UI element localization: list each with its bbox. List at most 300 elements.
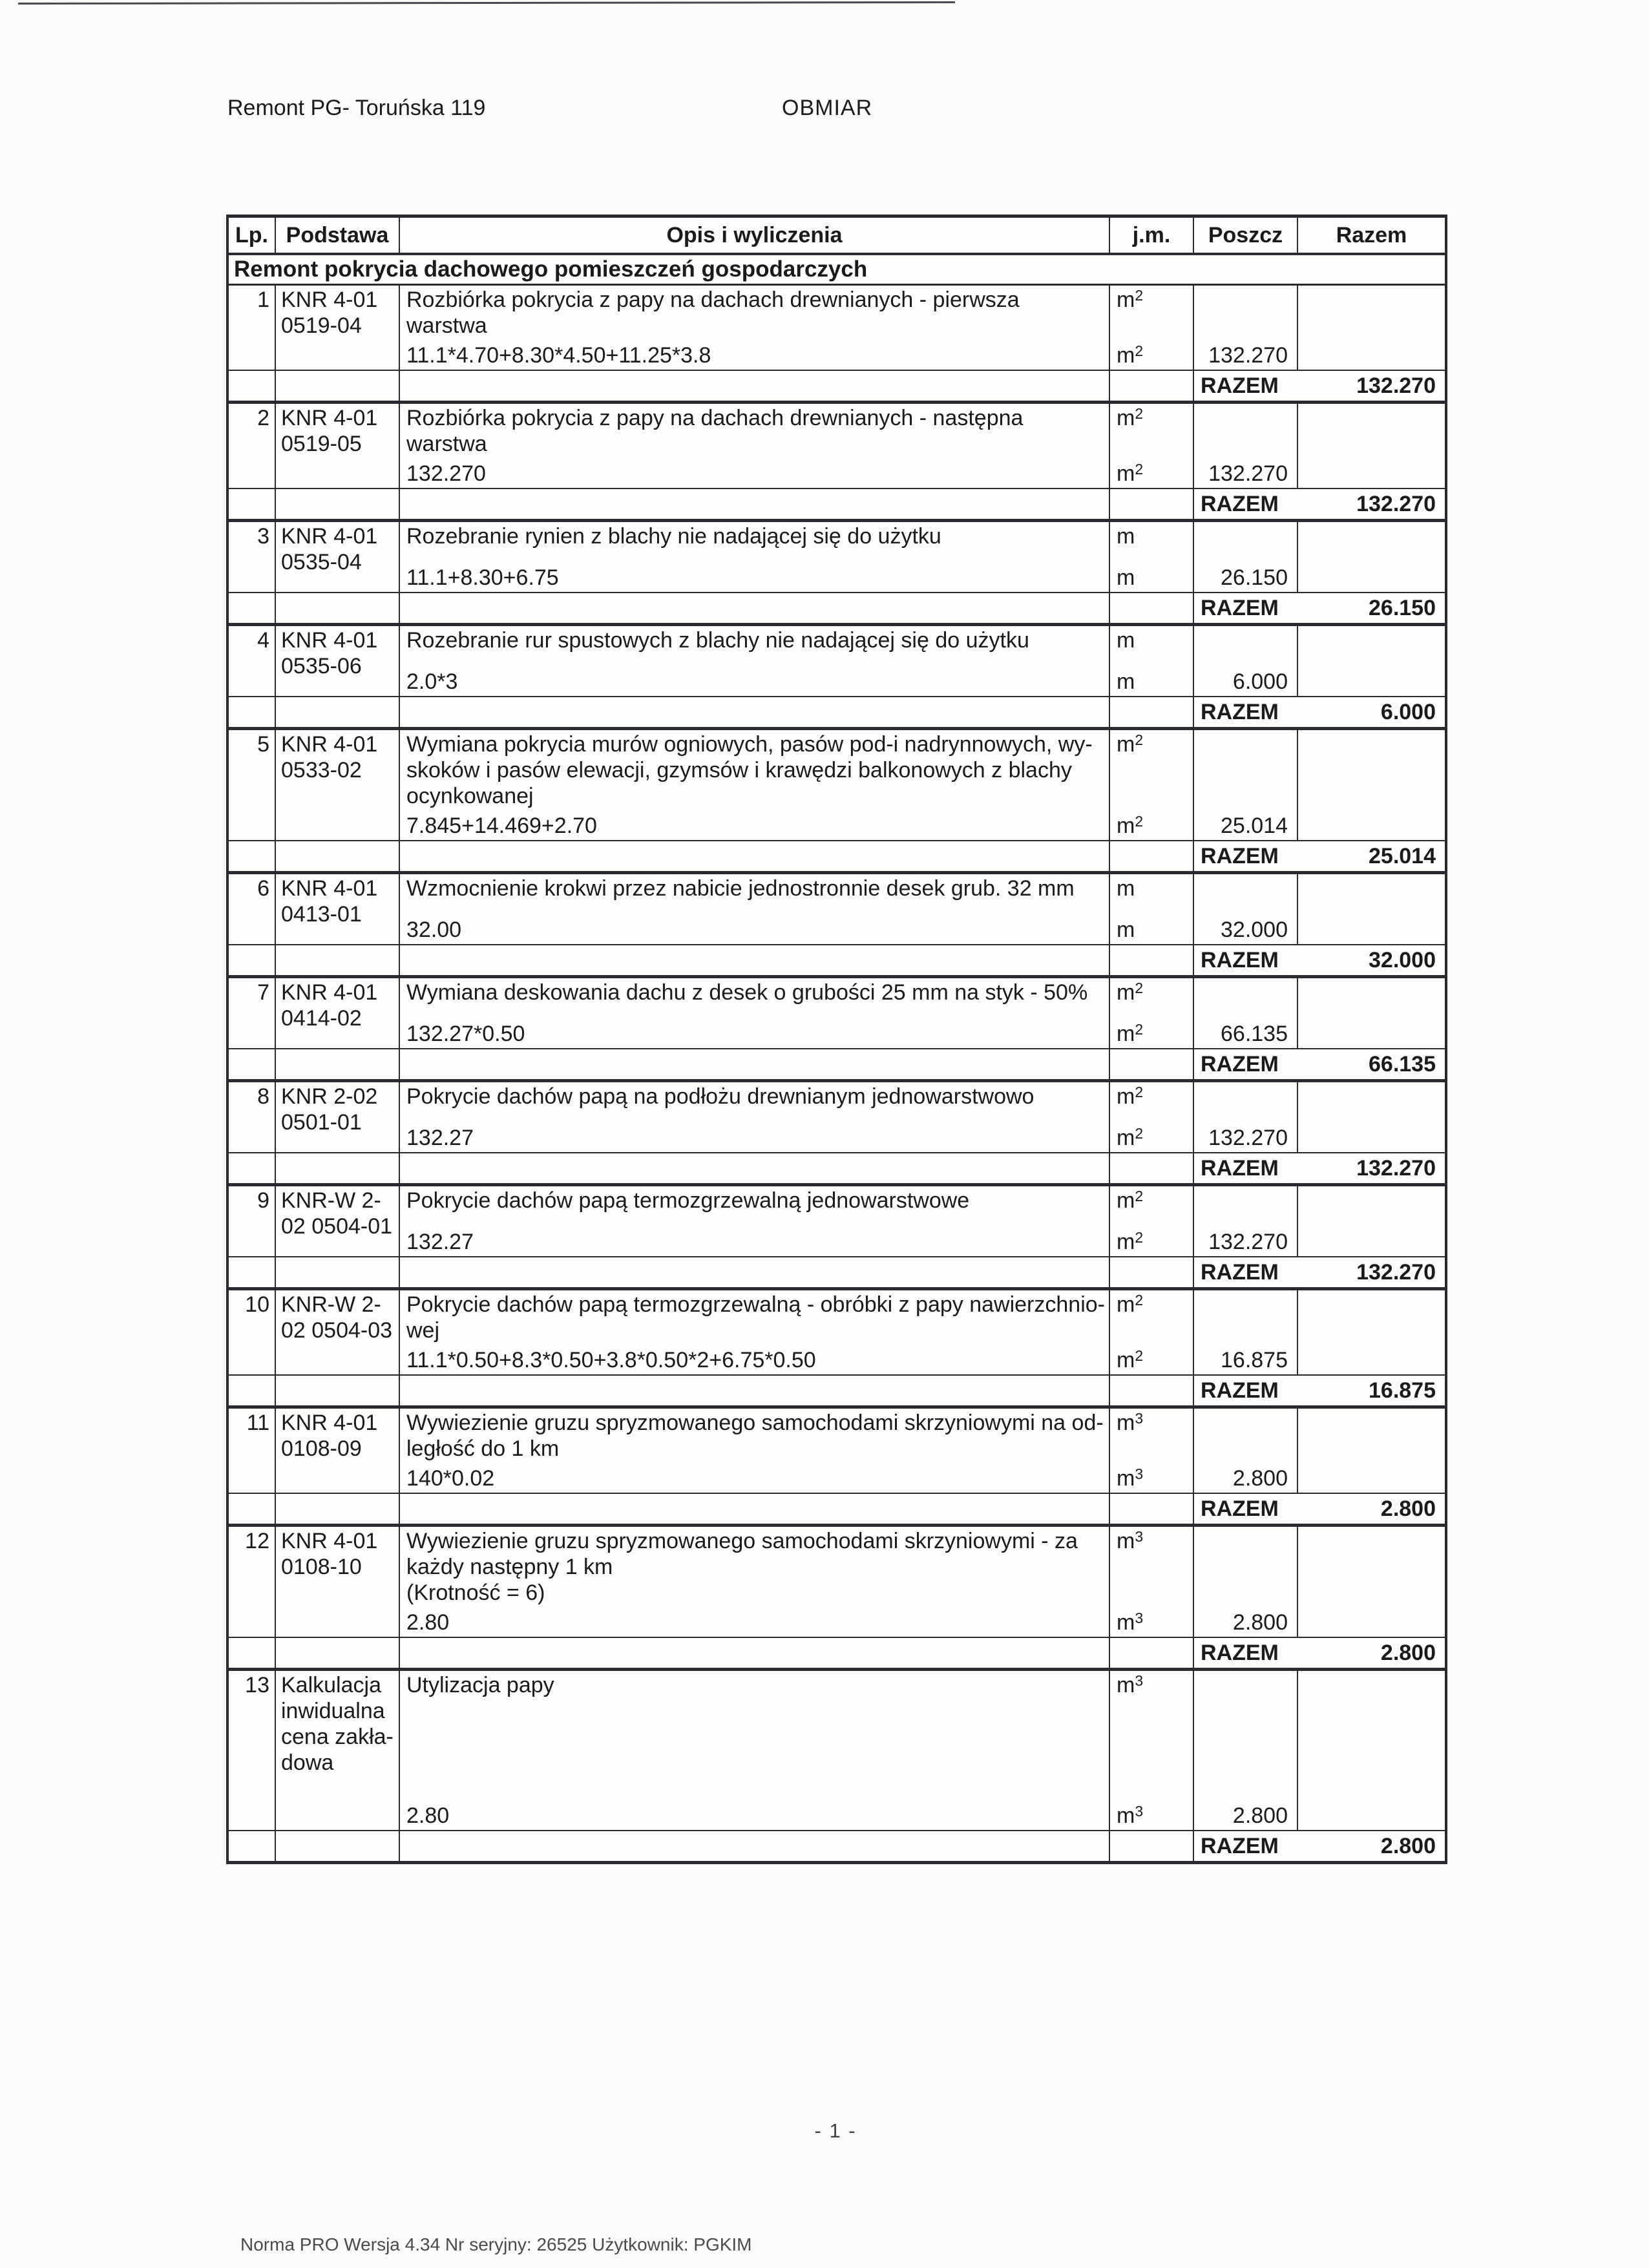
razem-value: 16.875 bbox=[1369, 1378, 1436, 1403]
document-title: Remont PG- Toruńska 119 bbox=[227, 96, 486, 120]
item-basis-line: 0533-02 bbox=[281, 758, 362, 782]
razem-empty-cell bbox=[1298, 404, 1445, 488]
unit-cell bbox=[1110, 404, 1194, 458]
unit-cell bbox=[1110, 730, 1194, 810]
item-calculation: 11.1+8.30+6.75 bbox=[400, 562, 1110, 592]
item-basis-line: KNR 4-01 bbox=[281, 1529, 378, 1553]
total-row-spacer bbox=[400, 1153, 1110, 1183]
razem-empty-cell bbox=[1298, 1186, 1445, 1256]
unit-label: $m^3$ bbox=[1117, 1610, 1144, 1635]
unit-exponent: 2 bbox=[1135, 1229, 1144, 1246]
item-total-row bbox=[229, 1374, 1445, 1405]
item-calculation: 140*0.02 bbox=[400, 1463, 1110, 1493]
razem-label: RAZEM bbox=[1201, 1496, 1279, 1521]
unit-cell bbox=[1110, 874, 1194, 914]
item-total-row bbox=[229, 1256, 1445, 1287]
total-row-spacer bbox=[276, 1494, 400, 1524]
item-number: 2 bbox=[229, 404, 276, 488]
item-total-row bbox=[229, 840, 1445, 871]
unit-label: $m^2$ bbox=[1117, 1021, 1144, 1046]
document-type-label: OBMIAR bbox=[782, 96, 873, 120]
total-row-spacer bbox=[229, 371, 276, 401]
unit-cell bbox=[1110, 562, 1194, 592]
unit-exponent: 2 bbox=[1135, 980, 1144, 996]
unit-exponent: 2 bbox=[1135, 1021, 1144, 1038]
unit-label: $m^2$ bbox=[1117, 405, 1144, 430]
poszcz-value: 32.000 bbox=[1194, 914, 1298, 944]
total-row-spacer bbox=[400, 371, 1110, 401]
item-description bbox=[400, 978, 1110, 1018]
item-description-line: Pokrycie dachów papą na podłożu drewnianym jednowarstwowo bbox=[406, 1084, 1035, 1109]
unit-label: m bbox=[1117, 524, 1135, 549]
item-description bbox=[400, 626, 1110, 666]
item-number: 10 bbox=[229, 1290, 276, 1374]
total-row-spacer bbox=[400, 1257, 1110, 1287]
razem-label: RAZEM bbox=[1201, 1260, 1279, 1285]
item-description-line: Wymiana deskowania dachu z desek o grubości 25 mm na styk - 50% bbox=[406, 980, 1088, 1005]
item-basis bbox=[276, 1186, 400, 1256]
total-row-spacer bbox=[276, 1638, 400, 1668]
obmiar-item bbox=[229, 623, 1445, 727]
unit-cell bbox=[1110, 1122, 1194, 1152]
poszcz-value: 26.150 bbox=[1194, 562, 1298, 592]
poszcz-empty-cell bbox=[1194, 404, 1298, 458]
unit-cell bbox=[1110, 1018, 1194, 1048]
unit-exponent: 2 bbox=[1135, 405, 1144, 422]
total-row-spacer bbox=[1110, 1638, 1194, 1668]
total-row-spacer bbox=[400, 1376, 1110, 1405]
unit-exponent: 2 bbox=[1135, 1188, 1144, 1204]
poszcz-empty-cell bbox=[1194, 874, 1298, 914]
razem-value: 132.270 bbox=[1356, 492, 1436, 516]
obmiar-item bbox=[229, 1287, 1445, 1405]
item-description bbox=[400, 1671, 1110, 1800]
item-calculation: 2.80 bbox=[400, 1607, 1110, 1637]
obmiar-item bbox=[229, 1668, 1445, 1861]
unit-exponent: 2 bbox=[1135, 342, 1144, 359]
unit-exponent: 2 bbox=[1135, 813, 1144, 830]
total-row-spacer bbox=[400, 1494, 1110, 1524]
poszcz-value: 132.270 bbox=[1194, 340, 1298, 370]
unit-label: $m^2$ bbox=[1117, 342, 1144, 368]
section-title-row: Remont pokrycia dachowego pomieszczeń gospodarczych bbox=[229, 255, 1445, 286]
item-basis bbox=[276, 1671, 400, 1830]
unit-cell bbox=[1110, 1186, 1194, 1226]
item-description-line: Wymiana pokrycia murów ogniowych, pasów pod-i nadrynnowych, wy- bbox=[406, 732, 1093, 757]
razem-value: 132.270 bbox=[1356, 1260, 1436, 1285]
total-row-spacer bbox=[229, 1257, 276, 1287]
unit-label: $m^2$ bbox=[1117, 287, 1144, 312]
total-row-spacer bbox=[1110, 945, 1194, 975]
razem-empty-cell bbox=[1298, 978, 1445, 1048]
item-basis-line: KNR 4-01 bbox=[281, 524, 378, 549]
obmiar-item bbox=[229, 871, 1445, 975]
item-description bbox=[400, 286, 1110, 340]
item-desc-row bbox=[229, 874, 1445, 944]
unit-cell bbox=[1110, 1671, 1194, 1800]
table-header-row bbox=[229, 218, 1445, 255]
item-desc-row bbox=[229, 730, 1445, 840]
item-total-row bbox=[229, 488, 1445, 519]
item-basis bbox=[276, 730, 400, 840]
item-basis bbox=[276, 404, 400, 488]
total-row-spacer bbox=[229, 945, 276, 975]
razem-label: RAZEM bbox=[1201, 1834, 1279, 1858]
razem-empty-cell bbox=[1298, 1082, 1445, 1152]
item-total-row bbox=[229, 1048, 1445, 1079]
razem-empty-cell bbox=[1298, 1671, 1445, 1830]
razem-label: RAZEM bbox=[1201, 700, 1279, 724]
total-row-spacer bbox=[1110, 1257, 1194, 1287]
item-total-row bbox=[229, 1152, 1445, 1183]
unit-cell bbox=[1110, 1290, 1194, 1345]
item-basis-line: KNR 2-02 bbox=[281, 1084, 378, 1109]
total-row-spacer bbox=[400, 1638, 1110, 1668]
unit-exponent: 2 bbox=[1135, 1292, 1144, 1308]
item-calculation: 132.27*0.50 bbox=[400, 1018, 1110, 1048]
item-description bbox=[400, 874, 1110, 914]
unit-cell bbox=[1110, 1800, 1194, 1830]
unit-cell bbox=[1110, 1527, 1194, 1607]
item-basis-line: KNR 4-01 bbox=[281, 288, 378, 312]
razem-empty-cell bbox=[1298, 1409, 1445, 1493]
razem-value: 32.000 bbox=[1369, 948, 1436, 972]
unit-cell bbox=[1110, 286, 1194, 340]
item-basis-line: 0413-01 bbox=[281, 902, 362, 927]
item-basis bbox=[276, 1527, 400, 1637]
total-row-spacer bbox=[229, 1049, 276, 1079]
total-row-spacer bbox=[276, 371, 400, 401]
total-row-spacer bbox=[1110, 593, 1194, 623]
total-row-spacer bbox=[1110, 1153, 1194, 1183]
page-number: - 1 - bbox=[814, 2119, 857, 2142]
scan-artifact-line bbox=[18, 1, 955, 5]
total-row-spacer bbox=[1110, 371, 1194, 401]
razem-value: 2.800 bbox=[1380, 1641, 1436, 1665]
item-basis bbox=[276, 626, 400, 696]
item-total-row bbox=[229, 370, 1445, 401]
item-basis-line: dowa bbox=[281, 1750, 334, 1775]
total-row-spacer bbox=[229, 1494, 276, 1524]
unit-label: $m^3$ bbox=[1117, 1410, 1144, 1435]
unit-exponent: 2 bbox=[1135, 461, 1144, 478]
razem-value: 26.150 bbox=[1369, 596, 1436, 620]
item-calculation: 2.0*3 bbox=[400, 666, 1110, 696]
item-basis bbox=[276, 1409, 400, 1493]
poszcz-empty-cell bbox=[1194, 522, 1298, 562]
table-body bbox=[229, 286, 1445, 1861]
item-basis-line: Kalkulacja bbox=[281, 1673, 381, 1697]
unit-cell bbox=[1110, 1226, 1194, 1256]
poszcz-empty-cell bbox=[1194, 1186, 1298, 1226]
total-row-spacer bbox=[276, 945, 400, 975]
unit-exponent: 3 bbox=[1135, 1610, 1144, 1626]
item-description bbox=[400, 1290, 1110, 1345]
item-description bbox=[400, 522, 1110, 562]
item-desc-row bbox=[229, 1409, 1445, 1493]
unit-label: $m^2$ bbox=[1117, 1125, 1144, 1150]
razem-empty-cell bbox=[1298, 522, 1445, 592]
poszcz-empty-cell bbox=[1194, 978, 1298, 1018]
item-basis-line: KNR-W 2- bbox=[281, 1188, 381, 1213]
total-row-spacer bbox=[276, 489, 400, 519]
unit-cell bbox=[1110, 1082, 1194, 1122]
total-row-spacer bbox=[229, 1153, 276, 1183]
item-description-line: Pokrycie dachów papą termozgrzewalną jednowarstwowe bbox=[406, 1188, 970, 1213]
total-row-spacer bbox=[229, 697, 276, 727]
item-desc-row bbox=[229, 522, 1445, 592]
item-description-line: wej bbox=[406, 1318, 440, 1343]
poszcz-value: 66.135 bbox=[1194, 1018, 1298, 1048]
item-basis-line: 0535-06 bbox=[281, 654, 362, 678]
obmiar-item bbox=[229, 1524, 1445, 1668]
unit-exponent: 2 bbox=[1135, 1125, 1144, 1142]
unit-cell bbox=[1110, 458, 1194, 488]
poszcz-value: 16.875 bbox=[1194, 1345, 1298, 1374]
unit-label: m bbox=[1117, 876, 1135, 901]
obmiar-item bbox=[229, 286, 1445, 401]
item-basis-line: 0535-04 bbox=[281, 550, 362, 574]
item-description-line: Wywiezienie gruzu spryzmowanego samochodami skrzyniowymi - za bbox=[406, 1529, 1078, 1553]
total-row-spacer bbox=[229, 1831, 276, 1861]
item-desc-row bbox=[229, 1082, 1445, 1152]
item-calculation: 132.27 bbox=[400, 1122, 1110, 1152]
item-number: 4 bbox=[229, 626, 276, 696]
item-desc-row bbox=[229, 978, 1445, 1048]
unit-cell bbox=[1110, 1607, 1194, 1637]
unit-label: $m^3$ bbox=[1117, 1803, 1144, 1828]
razem-empty-cell bbox=[1298, 286, 1445, 370]
column-header-razem: Razem bbox=[1336, 223, 1407, 247]
item-calculation: 32.00 bbox=[400, 914, 1110, 944]
unit-cell bbox=[1110, 340, 1194, 370]
item-description-line: ległość do 1 km bbox=[406, 1436, 560, 1461]
item-desc-row bbox=[229, 1290, 1445, 1374]
item-desc-row bbox=[229, 1671, 1445, 1830]
item-description-line: skoków i pasów elewacji, gzymsów i krawędzi balkonowych z blachy bbox=[406, 758, 1072, 782]
total-row-spacer bbox=[276, 697, 400, 727]
obmiar-item bbox=[229, 727, 1445, 871]
total-row-spacer bbox=[276, 1831, 400, 1861]
unit-label: $m^2$ bbox=[1117, 1347, 1144, 1372]
item-description bbox=[400, 1186, 1110, 1226]
item-desc-row bbox=[229, 286, 1445, 370]
unit-exponent: 3 bbox=[1135, 1803, 1144, 1820]
item-desc-row bbox=[229, 626, 1445, 696]
item-total-row bbox=[229, 592, 1445, 623]
poszcz-value: 132.270 bbox=[1194, 1226, 1298, 1256]
unit-label: $m^2$ bbox=[1117, 1229, 1144, 1254]
total-row-spacer bbox=[229, 593, 276, 623]
razem-empty-cell bbox=[1298, 1527, 1445, 1637]
unit-label: $m^2$ bbox=[1117, 1084, 1144, 1109]
unit-exponent: 2 bbox=[1135, 287, 1144, 304]
unit-label: $m^3$ bbox=[1117, 1672, 1144, 1697]
item-description-line: Rozbiórka pokrycia z papy na dachach drewnianych - pierwsza warstwa bbox=[406, 288, 1020, 338]
item-basis-line: 0108-10 bbox=[281, 1555, 362, 1579]
item-basis bbox=[276, 1290, 400, 1374]
item-desc-row bbox=[229, 404, 1445, 488]
razem-value: 6.000 bbox=[1380, 700, 1436, 724]
software-footer: Norma PRO Wersja 4.34 Nr seryjny: 26525 Użytkownik: PGKIM bbox=[240, 2234, 752, 2254]
item-number: 3 bbox=[229, 522, 276, 592]
razem-value: 2.800 bbox=[1380, 1834, 1436, 1858]
razem-value: 66.135 bbox=[1369, 1052, 1436, 1076]
item-description-line: Rozebranie rur spustowych z blachy nie nadającej się do użytku bbox=[406, 628, 1029, 653]
item-basis-line: 0414-02 bbox=[281, 1006, 362, 1031]
unit-cell bbox=[1110, 914, 1194, 944]
item-basis-line: KNR 4-01 bbox=[281, 406, 378, 430]
item-description-line: Pokrycie dachów papą termozgrzewalną - obróbki z papy nawierzchnio- bbox=[406, 1292, 1105, 1317]
total-row-spacer bbox=[276, 1376, 400, 1405]
column-header-opis: Opis i wyliczenia bbox=[400, 218, 1110, 253]
total-row-spacer bbox=[276, 1049, 400, 1079]
razem-label: RAZEM bbox=[1201, 492, 1279, 516]
total-row-spacer bbox=[400, 1831, 1110, 1861]
item-description bbox=[400, 1082, 1110, 1122]
column-header-jm: j.m. bbox=[1110, 218, 1194, 253]
item-total-row bbox=[229, 944, 1445, 975]
razem-label: RAZEM bbox=[1201, 596, 1279, 620]
total-row-spacer bbox=[276, 1153, 400, 1183]
item-basis-line: 0501-01 bbox=[281, 1110, 362, 1135]
obmiar-item bbox=[229, 1079, 1445, 1183]
unit-cell bbox=[1110, 1409, 1194, 1463]
item-description bbox=[400, 730, 1110, 810]
razem-label: RAZEM bbox=[1201, 1378, 1279, 1403]
item-calculation: 11.1*0.50+8.3*0.50+3.8*0.50*2+6.75*0.50 bbox=[400, 1345, 1110, 1374]
item-basis-line: KNR-W 2- bbox=[281, 1292, 381, 1317]
item-basis-line: 0108-09 bbox=[281, 1436, 362, 1461]
unit-label: $m^3$ bbox=[1117, 1528, 1144, 1553]
razem-value: 132.270 bbox=[1356, 373, 1436, 398]
item-number: 7 bbox=[229, 978, 276, 1048]
total-row-spacer bbox=[276, 593, 400, 623]
item-number: 1 bbox=[229, 286, 276, 370]
razem-empty-cell bbox=[1298, 730, 1445, 840]
item-basis-line: KNR 4-01 bbox=[281, 732, 378, 757]
item-desc-row bbox=[229, 1527, 1445, 1637]
total-row-spacer bbox=[229, 489, 276, 519]
unit-exponent: 3 bbox=[1135, 1410, 1144, 1427]
unit-label: m bbox=[1117, 918, 1135, 942]
column-header-lp: Lp. bbox=[229, 218, 276, 253]
unit-cell bbox=[1110, 810, 1194, 840]
item-basis-line: 02 0504-03 bbox=[281, 1318, 393, 1343]
unit-cell bbox=[1110, 1463, 1194, 1493]
total-row-spacer bbox=[400, 945, 1110, 975]
item-basis-line: KNR 4-01 bbox=[281, 628, 378, 653]
column-header-podstawa: Podstawa bbox=[276, 218, 400, 253]
unit-label: $m^2$ bbox=[1117, 1292, 1144, 1317]
total-row-spacer bbox=[400, 593, 1110, 623]
razem-empty-cell bbox=[1298, 1290, 1445, 1374]
item-calculation: 7.845+14.469+2.70 bbox=[400, 810, 1110, 840]
razem-label: RAZEM bbox=[1201, 1641, 1279, 1665]
item-number: 9 bbox=[229, 1186, 276, 1256]
poszcz-empty-cell bbox=[1194, 1409, 1298, 1463]
item-description bbox=[400, 1409, 1110, 1463]
total-row-spacer bbox=[276, 1257, 400, 1287]
item-description-line: ocynkowanej bbox=[406, 784, 534, 808]
obmiar-item bbox=[229, 975, 1445, 1079]
item-basis bbox=[276, 1082, 400, 1152]
item-total-row bbox=[229, 696, 1445, 727]
item-basis-line: KNR 4-01 bbox=[281, 876, 378, 901]
razem-label: RAZEM bbox=[1201, 948, 1279, 972]
poszcz-empty-cell bbox=[1194, 730, 1298, 810]
item-calculation: 2.80 bbox=[400, 1800, 1110, 1830]
item-description-line: Wywiezienie gruzu spryzmowanego samochodami skrzyniowymi na od- bbox=[406, 1411, 1104, 1435]
item-calculation: 132.27 bbox=[400, 1226, 1110, 1256]
unit-label: $m^2$ bbox=[1117, 1188, 1144, 1213]
item-description bbox=[400, 404, 1110, 458]
razem-empty-cell bbox=[1298, 626, 1445, 696]
total-row-spacer bbox=[400, 697, 1110, 727]
poszcz-empty-cell bbox=[1194, 286, 1298, 340]
item-basis-line: 02 0504-01 bbox=[281, 1214, 393, 1239]
razem-label: RAZEM bbox=[1201, 373, 1279, 398]
item-basis-line: 0519-05 bbox=[281, 432, 362, 456]
item-number: 6 bbox=[229, 874, 276, 944]
item-description-line: Utylizacja papy bbox=[406, 1673, 554, 1697]
item-basis-line: inwidualna bbox=[281, 1699, 385, 1723]
total-row-spacer bbox=[229, 1638, 276, 1668]
item-description-line: Rozebranie rynien z blachy nie nadającej się do użytku bbox=[406, 524, 941, 549]
item-description-line: (Krotność = 6) bbox=[406, 1580, 545, 1605]
unit-exponent: 3 bbox=[1135, 1465, 1144, 1482]
unit-label: m bbox=[1117, 669, 1135, 694]
total-row-spacer bbox=[400, 1049, 1110, 1079]
item-total-row bbox=[229, 1493, 1445, 1524]
unit-cell bbox=[1110, 978, 1194, 1018]
item-number: 11 bbox=[229, 1409, 276, 1493]
poszcz-empty-cell bbox=[1194, 626, 1298, 666]
unit-label: $m^2$ bbox=[1117, 980, 1144, 1005]
unit-label: m bbox=[1117, 628, 1135, 653]
razem-value: 132.270 bbox=[1356, 1156, 1436, 1181]
razem-value: 25.014 bbox=[1369, 844, 1436, 868]
item-number: 8 bbox=[229, 1082, 276, 1152]
poszcz-empty-cell bbox=[1194, 1671, 1298, 1800]
total-row-spacer bbox=[1110, 1831, 1194, 1861]
obmiar-table bbox=[226, 215, 1447, 1864]
total-row-spacer bbox=[1110, 489, 1194, 519]
razem-empty-cell bbox=[1298, 874, 1445, 944]
item-calculation: 132.270 bbox=[400, 458, 1110, 488]
item-description-line: Wzmocnienie krokwi przez nabicie jednostronnie desek grub. 32 mm bbox=[406, 876, 1075, 901]
unit-cell bbox=[1110, 1345, 1194, 1374]
total-row-spacer bbox=[1110, 1376, 1194, 1405]
total-row-spacer bbox=[276, 841, 400, 871]
item-basis-line: cena zakła- bbox=[281, 1725, 394, 1749]
razem-label: RAZEM bbox=[1201, 1052, 1279, 1076]
unit-label: $m^2$ bbox=[1117, 461, 1144, 486]
total-row-spacer bbox=[229, 1376, 276, 1405]
obmiar-item bbox=[229, 519, 1445, 623]
unit-exponent: 2 bbox=[1135, 1347, 1144, 1364]
item-calculation: 11.1*4.70+8.30*4.50+11.25*3.8 bbox=[400, 340, 1110, 370]
poszcz-value: 25.014 bbox=[1194, 810, 1298, 840]
item-basis bbox=[276, 874, 400, 944]
unit-exponent: 2 bbox=[1135, 731, 1144, 748]
item-basis bbox=[276, 286, 400, 370]
item-basis bbox=[276, 522, 400, 592]
column-header-poszcz: Poszcz bbox=[1194, 218, 1298, 253]
item-total-row bbox=[229, 1830, 1445, 1861]
unit-exponent: 2 bbox=[1135, 1084, 1144, 1100]
unit-exponent: 3 bbox=[1135, 1528, 1144, 1545]
